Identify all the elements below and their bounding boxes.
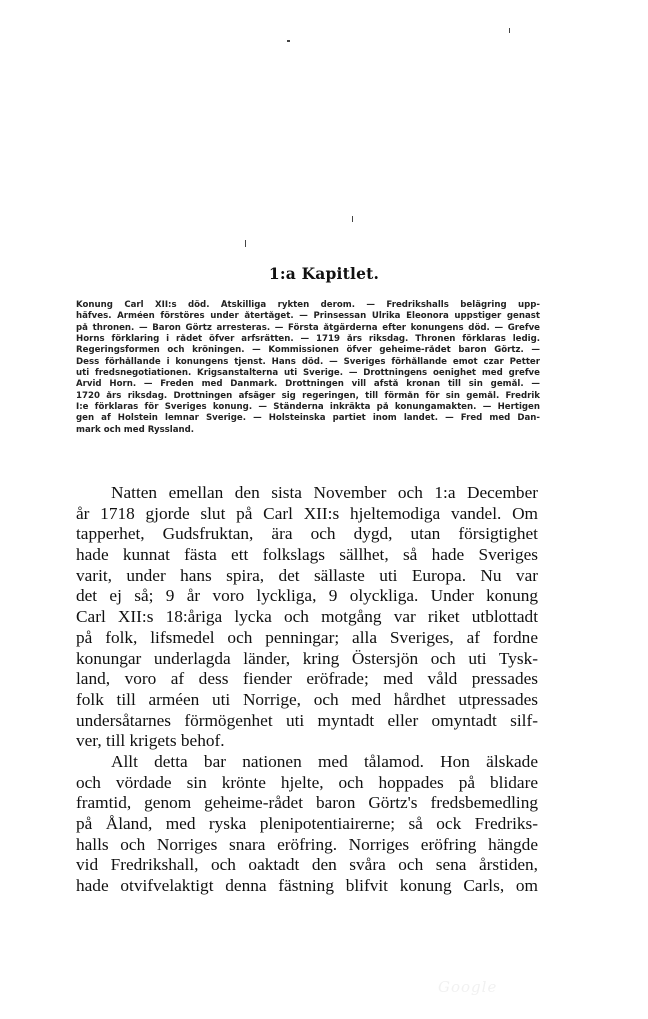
summary-line: uti fredsnegotiationen. Krigsanstalterna uti Sverige. — Drottningens oenighet med grefve xyxy=(76,368,540,379)
paragraph-line: varit, under hans spira, det sällaste uti Europa. Nu var xyxy=(76,565,538,585)
paragraph-line: på folk, lifsmedel och penningar; alla Sveriges, af fordne xyxy=(76,627,538,647)
paragraph-line: Allt detta bar nationen med tålamod. Hon älskade xyxy=(111,751,538,771)
chapter-summary xyxy=(76,300,540,436)
paragraph-line: hade otvifvelaktigt denna fästning blifvit konung Carls, om xyxy=(76,876,538,896)
paragraph-line: det ej så; 9 år voro lyckliga, 9 olyckliga. Under konung xyxy=(76,586,538,606)
paragraph-line: hade kunnat fästa ett folkslags sällhet, så hade Sveriges xyxy=(76,545,538,565)
paragraph-line: konungar underlagda länder, kring Östersjön och uti Tysk- xyxy=(76,648,538,668)
summary-line: häfves. Arméen förstöres under återtåget. — Prinsessan Ulrika Eleonora uppstiger genast xyxy=(76,311,540,322)
google-watermark: Google xyxy=(438,978,498,996)
summary-line: Regeringsformen och kröningen. — Kommissionen öfver geheime-rådet baron Görtz. — xyxy=(76,345,540,356)
paragraph-line: land, voro af dess fiender eröfrade; med våld pressades xyxy=(76,669,538,689)
summary-line: Horns förklaring i rådet öfver arfsrätten. — 1719 års riksdag. Thronen förklaras ledig. xyxy=(76,334,540,345)
summary-line: mark och med Ryssland. xyxy=(76,424,195,435)
summary-line: på thronen. — Baron Görtz arresteras. — Första åtgärderna efter konungens död. — Grefve xyxy=(76,322,540,333)
summary-line: gen af Holstein lemnar Sverige. — Holsteinska partiet inom landet. — Fred med Dan- xyxy=(76,413,540,424)
paragraph-line: folk till arméen uti Norrige, och med hårdhet utpressades xyxy=(76,689,538,709)
scan-speck xyxy=(509,28,510,33)
paragraph-line: tapperhet, Gudsfruktan, ära och dygd, utan försigtighet xyxy=(76,524,538,544)
paragraph-line: ver, till krigets behof. xyxy=(76,731,225,751)
paragraph-line: halls och Norriges snara eröfring. Norriges eröfring hängde xyxy=(76,834,538,854)
scan-speck xyxy=(352,216,353,222)
paragraph-line: vid Fredrikshall, och oaktadt den svåra och sena årstiden, xyxy=(76,855,538,875)
summary-line: I:e förklaras för Sveriges konung. — Ständerna inkräkta på konungamakten. — Hertigen xyxy=(76,402,540,413)
paragraph-line: år 1718 gjorde slut på Carl XII:s hjeltemodiga vandel. Om xyxy=(76,503,538,523)
paragraph-line: och vördade sin krönte hjelte, och hoppades på blidare xyxy=(76,772,538,792)
paragraph-line: Carl XII:s 18:åriga lycka och motgång var riket utblottadt xyxy=(76,607,538,627)
paragraph-line: på Åland, med ryska plenipotentiairerne; så ock Fredriks- xyxy=(76,814,538,833)
paragraph-line: undersåtarnes förmögenhet uti myntadt eller omyntadt silf- xyxy=(76,710,538,730)
paragraph-line: Natten emellan den sista November och 1:a December xyxy=(111,483,538,502)
chapter-title: 1:a Kapitlet. xyxy=(268,264,380,283)
scan-speck xyxy=(245,240,246,247)
summary-line: 1720 års riksdag. Drottningen afsäger sig regeringen, till förmån för sin gemål. Fredrik xyxy=(76,390,540,401)
summary-line: Konung Carl XII:s död. Åtskilliga rykten derom. — Fredrikshalls belägring upp- xyxy=(76,300,540,310)
summary-line: Dess förhållande i konungens tjenst. Hans död. — Sveriges förhållande emot czar Petter xyxy=(76,356,540,367)
scan-speck xyxy=(287,40,290,42)
paragraph-line: framtid, genom geheime-rådet baron Görtz's fredsbemedling xyxy=(76,793,538,813)
body-text xyxy=(76,483,538,897)
summary-line: Arvid Horn. — Freden med Danmark. Drottningen vill afstå kronan till sin gemål. — xyxy=(76,379,540,390)
